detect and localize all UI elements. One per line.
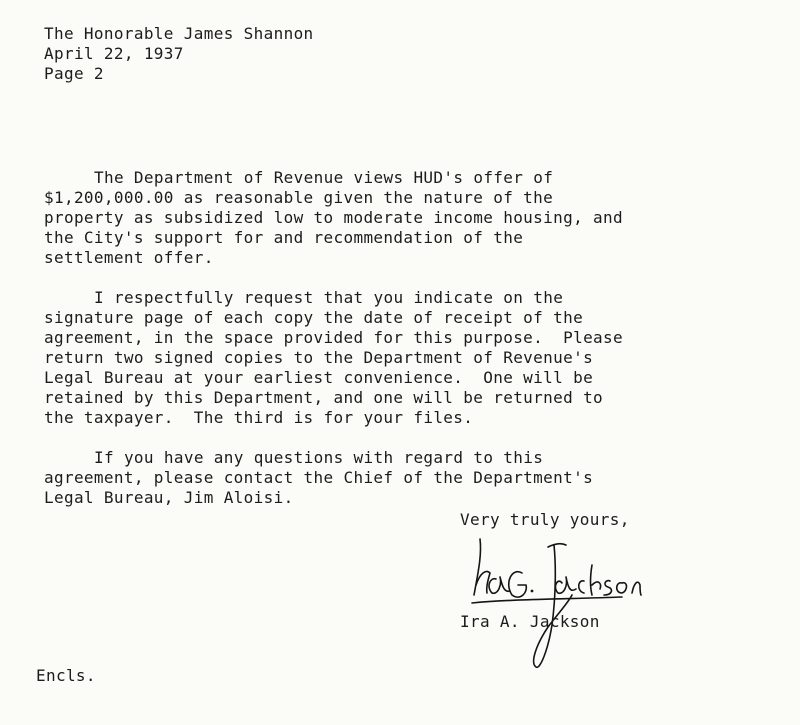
recipient-line: The Honorable James Shannon	[44, 24, 314, 43]
paragraph-2-line: agreement, in the space provided for this purpose. Please	[44, 328, 624, 347]
paragraph-2-line: signature page of each copy the date of receipt of the	[44, 308, 584, 327]
paragraph-2-line: I respectfully request that you indicate on the	[94, 288, 564, 307]
paragraph-3-line: If you have any questions with regard to this	[94, 448, 544, 467]
paragraph-2-line: retained by this Department, and one will be returned to	[44, 388, 604, 407]
paragraph-3-line: agreement, please contact the Chief of the Department's	[44, 468, 594, 487]
paragraph-1-line: The Department of Revenue views HUD's offer of	[94, 168, 554, 187]
paragraph-1-line: property as subsidized low to moderate income housing, and	[44, 208, 624, 227]
paragraph-3-line: Legal Bureau, Jim Aloisi.	[44, 488, 294, 507]
paragraph-2-line: Legal Bureau at your earliest convenience. One will be	[44, 368, 594, 387]
paragraph-1-line: the City's support for and recommendation of the	[44, 228, 524, 247]
page-number: Page 2	[44, 64, 104, 83]
signer-name: Ira A. Jackson	[460, 612, 600, 631]
paragraph-1-line: settlement offer.	[44, 248, 214, 267]
paragraph-2-line: the taxpayer. The third is for your files.	[44, 408, 474, 427]
handwritten-signature	[452, 525, 642, 695]
closing-salutation: Very truly yours,	[460, 510, 630, 529]
enclosure-note: Encls.	[36, 666, 96, 685]
paragraph-1-line: $1,200,000.00 as reasonable given the nature of the	[44, 188, 554, 207]
date-line: April 22, 1937	[44, 44, 184, 63]
paragraph-2-line: return two signed copies to the Department of Revenue's	[44, 348, 594, 367]
